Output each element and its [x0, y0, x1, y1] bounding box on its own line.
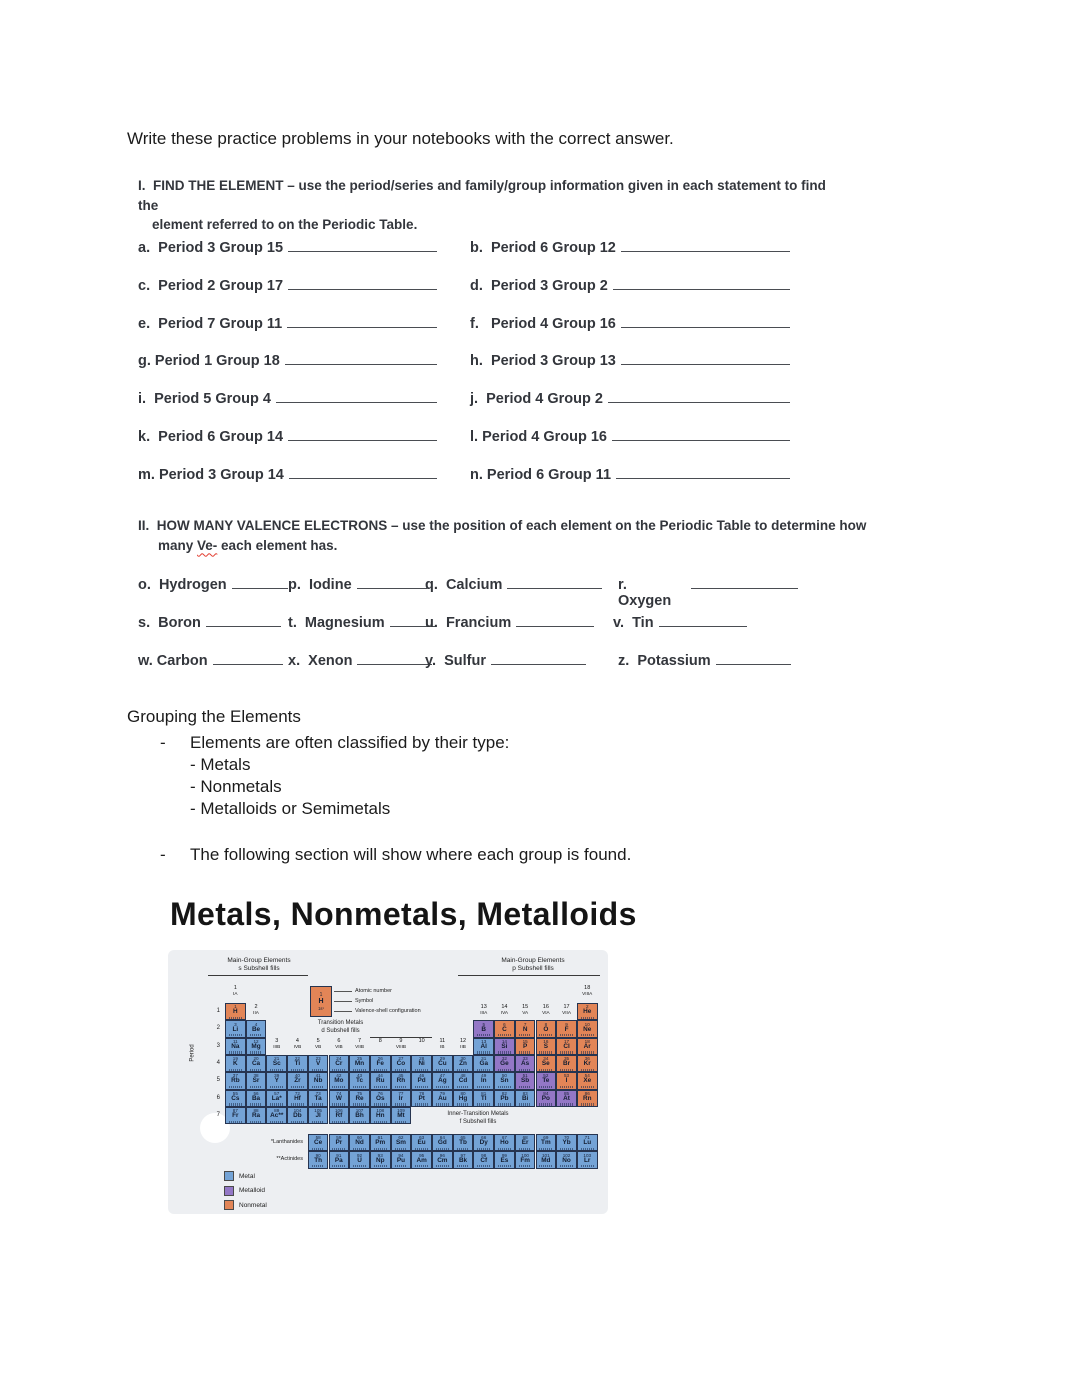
group-label-12: 12 IIB: [459, 1038, 467, 1050]
group-label-8: 8: [378, 1038, 382, 1045]
section2-heading-line1: II. HOW MANY VALENCE ELECTRONS – use the position of each element on the Periodic Table to determine how: [138, 518, 867, 533]
element-cell-Nb: 41 Nb: [308, 1072, 329, 1089]
slide-title: Metals, Nonmetals, Metalloids: [170, 896, 637, 932]
element-cell-Hg: 80 Hg: [453, 1090, 474, 1107]
element-cell-S: 16 S: [536, 1038, 557, 1055]
element-cell-Np: 93 Np: [370, 1151, 391, 1168]
element-cell-Ba: 56 Ba: [246, 1090, 267, 1107]
element-cell-Ac: 89 Ac**: [266, 1107, 287, 1124]
element-cell-Md: 101 Md: [536, 1151, 557, 1168]
problem-w: w. Carbon: [138, 650, 283, 669]
right-title-rule: [458, 975, 600, 976]
element-cell-Cm: 96 Cm: [432, 1151, 453, 1168]
nonmetal-swatch: [224, 1200, 234, 1210]
answer-blank-b[interactable]: [621, 237, 790, 252]
element-cell-Se: 34 Se: [536, 1055, 557, 1072]
element-cell-Na: 11 Na: [225, 1038, 246, 1055]
element-cell-Cu: 29 Cu: [432, 1055, 453, 1072]
element-cell-U: 92 U: [349, 1151, 370, 1168]
problem-p: p. Iodine: [288, 574, 427, 593]
element-cell-Mg: 12 Mg: [246, 1038, 267, 1055]
inner-transition-title: Inner-Transition Metals f Subshell fills: [447, 1111, 509, 1125]
group-label-3: 3 IIIB: [273, 1038, 281, 1050]
element-cell-Tc: 43 Tc: [349, 1072, 370, 1089]
element-cell-Jl: 105 Jl: [308, 1107, 329, 1124]
element-cell-Pa: 91 Pa: [329, 1151, 350, 1168]
element-cell-Bk: 97 Bk: [453, 1151, 474, 1168]
period-number-4: 4: [216, 1059, 220, 1066]
element-cell-B: 5 B: [473, 1020, 494, 1037]
legend-metal: Metal: [224, 1171, 255, 1181]
element-cell-Th: 90 Th: [308, 1151, 329, 1168]
element-cell-Zn: 30 Zn: [453, 1055, 474, 1072]
problem-s: s. Boron: [138, 612, 281, 631]
element-cell-Cd: 48 Cd: [453, 1072, 474, 1089]
element-cell-Rf: 106 Rf: [329, 1107, 350, 1124]
legend-nonmetal: Nonmetal: [224, 1200, 267, 1210]
element-cell-Bh: 107 Bh: [349, 1107, 370, 1124]
group-label-4: 4 IVB: [293, 1038, 302, 1050]
element-cell-Sb: 51 Sb: [515, 1072, 536, 1089]
element-cell-Cl: 17 Cl: [556, 1038, 577, 1055]
element-cell-Pr: 59 Pr: [329, 1134, 350, 1151]
element-cell-Ni: 28 Ni: [411, 1055, 432, 1072]
bullet-dash: -: [160, 733, 166, 752]
section2-heading: [138, 516, 878, 555]
section1-heading-line1: I. FIND THE ELEMENT – use the period/series and family/group information given in each statement to find the: [138, 178, 830, 213]
group-label-15: 15 VA: [522, 1004, 529, 1015]
element-cell-P: 15 P: [515, 1038, 536, 1055]
element-cell-Gd: 64 Gd: [432, 1134, 453, 1151]
answer-blank-l[interactable]: [612, 426, 790, 441]
group-label-7: 7 VIIB: [355, 1038, 364, 1050]
element-cell-Hn: 108 Hn: [370, 1107, 391, 1124]
group-label-5: 5 VB: [315, 1038, 322, 1050]
element-cell-Ag: 47 Ag: [432, 1072, 453, 1089]
problem-u: u. Francium: [425, 612, 594, 631]
element-cell-Pb: 82 Pb: [494, 1090, 515, 1107]
element-cell-Al: 13 Al: [473, 1038, 494, 1055]
element-cell-Bi: 83 Bi: [515, 1090, 536, 1107]
period-axis-label: Period: [189, 1044, 196, 1062]
grouping-bullet2: The following section will show where each group is found.: [190, 845, 632, 864]
element-cell-Sr: 38 Sr: [246, 1072, 267, 1089]
grouping-section: [127, 706, 827, 876]
element-cell-Be: 4 Be: [246, 1020, 267, 1037]
element-cell-W: 74 W: [329, 1090, 350, 1107]
element-cell-In: 49 In: [473, 1072, 494, 1089]
problem-c: c. Period 2 Group 17: [138, 275, 437, 313]
metalloid-swatch: [224, 1186, 234, 1196]
period-number-2: 2: [216, 1025, 220, 1032]
answer-blank-a[interactable]: [288, 237, 437, 252]
period-number-3: 3: [216, 1042, 220, 1049]
element-cell-Lu: 71 Lu: [577, 1134, 598, 1151]
group-label-1: 1 IA: [233, 984, 238, 996]
answer-blank-h[interactable]: [621, 350, 790, 365]
element-cell-Tl: 81 Tl: [473, 1090, 494, 1107]
element-cell-Sm: 62 Sm: [391, 1134, 412, 1151]
element-cell-He: 2 He: [577, 1003, 598, 1020]
transition-metals-title: Transition Metals d Subshell fills: [317, 1020, 364, 1034]
answer-blank-x[interactable]: [357, 650, 432, 665]
answer-blank-q[interactable]: [507, 574, 602, 589]
key-cell: 1 H 1s¹: [310, 986, 332, 1017]
problem-k: k. Period 6 Group 14: [138, 426, 437, 464]
key-atomic-number-label: Atomic number: [355, 987, 392, 994]
element-cell-Ho: 67 Ho: [494, 1134, 515, 1151]
element-cell-Ra: 88 Ra: [246, 1107, 267, 1124]
element-cell-Ti: 22 Ti: [287, 1055, 308, 1072]
section2-heading-line2: many Ve- each element has.: [158, 537, 338, 553]
element-cell-Pt: 78 Pt: [411, 1090, 432, 1107]
problem-t: t. Magnesium: [288, 612, 435, 631]
element-cell-Rb: 37 Rb: [225, 1072, 246, 1089]
problem-m: m. Period 3 Group 14: [138, 464, 437, 502]
problem-d: d. Period 3 Group 2: [470, 275, 790, 313]
element-cell-Ru: 44 Ru: [370, 1072, 391, 1089]
element-cell-Ta: 73 Ta: [308, 1090, 329, 1107]
lanthanides-label: *Lanthanides: [270, 1139, 303, 1145]
element-cell-N: 7 N: [515, 1020, 536, 1037]
answer-blank-f[interactable]: [621, 313, 790, 328]
metal-swatch: [224, 1171, 234, 1181]
element-cell-Cr: 24 Cr: [329, 1055, 350, 1072]
key-connector: [334, 1001, 352, 1002]
problem-z: z. Potassium: [618, 650, 791, 669]
problem-v: v. Tin: [613, 612, 747, 631]
element-cell-As: 33 As: [515, 1055, 536, 1072]
element-cell-C: 6 C: [494, 1020, 515, 1037]
element-cell-Pm: 61 Pm: [370, 1134, 391, 1151]
main-group-left-title: Main-Group Elements s Subshell fills: [227, 957, 291, 972]
element-cell-Db: 104 Db: [287, 1107, 308, 1124]
group-label-VIIIB: VIIIB: [395, 1044, 407, 1050]
element-cell-Ge: 32 Ge: [494, 1055, 515, 1072]
problem-f: f. Period 4 Group 16: [470, 313, 790, 351]
problem-o: o. Hydrogen: [138, 574, 288, 593]
grouping-title: Grouping the Elements: [127, 707, 301, 726]
element-cell-Y: 39 Y: [266, 1072, 287, 1089]
problem-l: l. Period 4 Group 16: [470, 426, 790, 464]
answer-blank-j[interactable]: [608, 388, 790, 403]
element-cell-Yb: 70 Yb: [556, 1134, 577, 1151]
element-cell-I: 53 I: [556, 1072, 577, 1089]
group-label-11: 11 IB: [439, 1038, 446, 1050]
period-number-6: 6: [216, 1094, 220, 1101]
answer-blank-k[interactable]: [288, 426, 437, 441]
element-cell-Pd: 46 Pd: [411, 1072, 432, 1089]
answer-blank-v[interactable]: [659, 612, 747, 627]
element-cell-Sc: 21 Sc: [266, 1055, 287, 1072]
element-cell-Mo: 42 Mo: [329, 1072, 350, 1089]
element-cell-Ar: 18 Ar: [577, 1038, 598, 1055]
element-cell-Po: 84 Po: [536, 1090, 557, 1107]
element-cell-Ga: 31 Ga: [473, 1055, 494, 1072]
answer-blank-n[interactable]: [616, 464, 790, 479]
group-label-18: 18 VIIIA: [582, 984, 593, 996]
bullet-dash: -: [160, 845, 166, 864]
periodic-table-figure: [168, 950, 608, 1214]
answer-blank-d[interactable]: [613, 275, 790, 290]
left-title-rule: [208, 975, 308, 976]
intro-text: Write these practice problems in your notebooks with the correct answer.: [127, 129, 674, 148]
element-cell-Fr: 87 Fr: [225, 1107, 246, 1124]
element-cell-Lr: 103 Lr: [577, 1151, 598, 1168]
key-valence-config-label: Valence-shell configuration: [355, 1007, 421, 1014]
answer-blank-w[interactable]: [213, 650, 283, 665]
element-cell-At: 85 At: [556, 1090, 577, 1107]
element-cell-Xe: 54 Xe: [577, 1072, 598, 1089]
element-cell-Zr: 40 Zr: [287, 1072, 308, 1089]
problem-y: y. Sulfur: [425, 650, 586, 669]
answer-blank-s[interactable]: [206, 612, 281, 627]
answer-blank-z[interactable]: [716, 650, 791, 665]
group-label-6: 6 VIB: [335, 1038, 343, 1050]
problem-r: r. Oxygen: [618, 574, 798, 609]
group-label-16: 16 VIA: [542, 1004, 550, 1015]
element-cell-Cs: 55 Cs: [225, 1090, 246, 1107]
group-label-9: 9: [399, 1038, 403, 1045]
element-cell-F: 9 F: [556, 1020, 577, 1037]
section1-heading-line2: element referred to on the Periodic Table.: [152, 217, 418, 232]
group-label-17: 17 VIIA: [562, 1004, 571, 1015]
element-cell-Li: 3 Li: [225, 1020, 246, 1037]
element-cell-Rh: 45 Rh: [391, 1072, 412, 1089]
key-connector: [334, 991, 352, 992]
legend-metalloid: Metalloid: [224, 1186, 265, 1196]
ve-misspelling: Ve-: [197, 537, 218, 553]
problem-a: a. Period 3 Group 15: [138, 237, 437, 275]
problem-e: e. Period 7 Group 11: [138, 313, 437, 351]
element-cell-Fe: 26 Fe: [370, 1055, 391, 1072]
element-cell-H: 1 H: [225, 1003, 246, 1020]
element-cell-Re: 75 Re: [349, 1090, 370, 1107]
problem-j: j. Period 4 Group 2: [470, 388, 790, 426]
element-cell-Nd: 60 Nd: [349, 1134, 370, 1151]
answer-blank-o[interactable]: [232, 574, 288, 589]
element-cell-Am: 95 Am: [411, 1151, 432, 1168]
answer-blank-i[interactable]: [276, 388, 437, 403]
element-cell-Es: 99 Es: [494, 1151, 515, 1168]
problem-b: b. Period 6 Group 12: [470, 237, 790, 275]
element-cell-Eu: 63 Eu: [411, 1134, 432, 1151]
element-cell-La: 57 La*: [266, 1090, 287, 1107]
element-cell-Os: 76 Os: [370, 1090, 391, 1107]
answer-blank-g[interactable]: [285, 350, 437, 365]
problem-h: h. Period 3 Group 13: [470, 350, 790, 388]
main-group-right-title: Main-Group Elements p Subshell fills: [501, 957, 565, 972]
problem-g: g. Period 1 Group 18: [138, 350, 437, 388]
actinides-label: **Actinides: [276, 1156, 303, 1163]
answer-blank-y[interactable]: [491, 650, 586, 665]
section1-heading: [138, 176, 838, 235]
grouping-sub-metals: - Metals: [190, 755, 251, 774]
answer-blank-u[interactable]: [516, 612, 594, 627]
answer-blank-m[interactable]: [289, 464, 437, 479]
element-cell-No: 102 No: [556, 1151, 577, 1168]
answer-blank-r[interactable]: [691, 574, 798, 589]
element-cell-Mn: 25 Mn: [349, 1055, 370, 1072]
problem-q: q. Calcium: [425, 574, 602, 593]
element-cell-O: 8 O: [536, 1020, 557, 1037]
answer-blank-p[interactable]: [357, 574, 427, 589]
element-cell-Ce: 58 Ce: [308, 1134, 329, 1151]
period-number-1: 1: [216, 1008, 220, 1014]
section1-problems: [138, 237, 790, 502]
viiib-overline: [370, 1037, 432, 1038]
group-label-13: 13 IIIA: [480, 1004, 488, 1015]
element-cell-K: 19 K: [225, 1055, 246, 1072]
key-connector: [334, 1011, 352, 1012]
element-cell-Kr: 36 Kr: [577, 1055, 598, 1072]
element-cell-Er: 68 Er: [515, 1134, 536, 1151]
element-cell-Tb: 65 Tb: [453, 1134, 474, 1151]
section2-problems: [138, 574, 798, 674]
element-cell-Te: 52 Te: [536, 1072, 557, 1089]
period-number-7: 7: [216, 1111, 220, 1118]
element-cell-Tm: 69 Tm: [536, 1134, 557, 1151]
element-cell-Hf: 72 Hf: [287, 1090, 308, 1107]
element-cell-Rn: 86 Rn: [577, 1090, 598, 1107]
answer-blank-e[interactable]: [287, 313, 437, 328]
element-cell-Fm: 100 Fm: [515, 1151, 536, 1168]
problem-i: i. Period 5 Group 4: [138, 388, 437, 426]
key-symbol-label: Symbol: [355, 997, 374, 1004]
element-cell-Ir: 77 Ir: [391, 1090, 412, 1107]
element-cell-Cf: 98 Cf: [473, 1151, 494, 1168]
problem-x: x. Xenon: [288, 650, 432, 669]
answer-blank-c[interactable]: [288, 275, 437, 290]
element-cell-Ne: 10 Ne: [577, 1020, 598, 1037]
grouping-sub-metalloids: - Metalloids or Semimetals: [190, 799, 391, 818]
element-cell-Co: 27 Co: [391, 1055, 412, 1072]
period-number-5: 5: [216, 1077, 220, 1084]
element-cell-Pu: 94 Pu: [391, 1151, 412, 1168]
element-cell-Sn: 50 Sn: [494, 1072, 515, 1089]
element-cell-V: 23 V: [308, 1055, 329, 1072]
group-label-14: 14 IVA: [500, 1004, 509, 1015]
element-cell-Au: 79 Au: [432, 1090, 453, 1107]
group-label-2: 2 IIA: [253, 1004, 259, 1015]
element-cell-Dy: 66 Dy: [473, 1134, 494, 1151]
group-label-10: 10: [418, 1038, 425, 1045]
grouping-sub-nonmetals: - Nonmetals: [190, 777, 282, 796]
problem-n: n. Period 6 Group 11: [470, 464, 790, 502]
element-cell-Br: 35 Br: [556, 1055, 577, 1072]
element-cell-Mt: 109 Mt: [391, 1107, 412, 1124]
grouping-bullet1: Elements are often classified by their type:: [190, 733, 510, 752]
element-cell-Si: 14 Si: [494, 1038, 515, 1055]
element-cell-Ca: 20 Ca: [246, 1055, 267, 1072]
